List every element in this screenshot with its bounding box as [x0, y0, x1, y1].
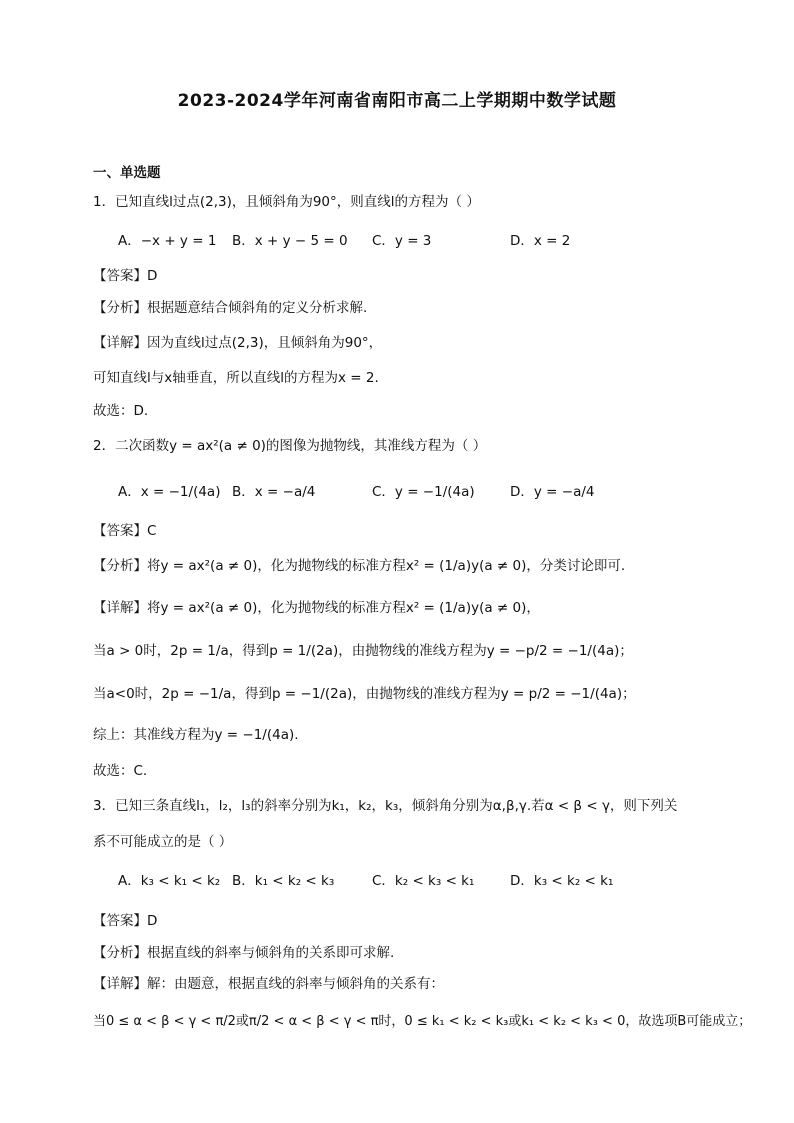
q3-option-d: D．k₃ < k₂ < k₁ — [510, 873, 614, 889]
q1-option-d: D．x = 2 — [510, 233, 571, 249]
q1-detail-2: 可知直线l与x轴垂直，所以直线l的方程为x = 2. — [93, 370, 379, 386]
q3-option-a: A．k₃ < k₁ < k₂ — [118, 873, 221, 889]
q1-option-b: B．x + y − 5 = 0 — [232, 233, 348, 249]
q2-detail-3: 当a<0时，2p = −1/a，得到p = −1/(2a)，由抛物线的准线方程为y = p/2 = −1/(4a)； — [93, 686, 636, 702]
q2-stem: 2．二次函数y = ax²(a ≠ 0)的图像为抛物线，其准线方程为（ ） — [93, 438, 487, 454]
q3-option-c: C．k₂ < k₃ < k₁ — [372, 873, 475, 889]
q3-detail-2: 当0 ≤ α < β < γ < π/2或π/2 < α < β < γ < π时，0 ≤ k₁ < k₂ < k₃或k₁ < k₂ < k₃ < 0，故选项B可能成立； — [93, 1014, 752, 1029]
q2-option-b: B．x = −a/4 — [232, 484, 316, 500]
q1-option-a: A．−x + y = 1 — [118, 233, 217, 249]
q2-answer: 【答案】C — [93, 523, 157, 539]
q1-analysis: 【分析】根据题意结合倾斜角的定义分析求解. — [93, 300, 368, 316]
q2-option-c: C．y = −1/(4a) — [372, 484, 475, 500]
q2-detail-1: 【详解】将y = ax²(a ≠ 0)，化为抛物线的标准方程x² = (1/a)y(a ≠ 0)， — [93, 600, 540, 616]
q1-answer: 【答案】D — [93, 268, 158, 284]
q3-detail-1: 【详解】解：由题意，根据直线的斜率与倾斜角的关系有： — [93, 976, 444, 992]
q2-choice: 故选：C. — [93, 763, 148, 779]
q2-option-d: D．y = −a/4 — [510, 484, 595, 500]
q1-stem: 1．已知直线l过点(2,3)，且倾斜角为90°，则直线l的方程为（ ） — [93, 194, 480, 210]
q3-analysis: 【分析】根据直线的斜率与倾斜角的关系即可求解. — [93, 945, 395, 961]
q2-analysis: 【分析】将y = ax²(a ≠ 0)，化为抛物线的标准方程x² = (1/a)y(a ≠ 0)，分类讨论即可. — [93, 558, 626, 574]
q3-stem-line-1: 3．已知三条直线l₁，l₂，l₃的斜率分别为k₁，k₂，k₃，倾斜角分别为α,β,γ.若α < β < γ，则下列关 — [93, 798, 678, 814]
page-title: 2023-2024学年河南省南阳市高二上学期期中数学试题 — [177, 91, 617, 111]
q2-detail-4: 综上：其准线方程为y = −1/(4a). — [93, 727, 299, 743]
q1-choice: 故选：D. — [93, 403, 149, 419]
q2-detail-2: 当a > 0时，2p = 1/a，得到p = 1/(2a)，由抛物线的准线方程为y = −p/2 = −1/(4a)； — [93, 643, 633, 659]
q3-answer: 【答案】D — [93, 913, 158, 929]
q1-option-c: C．y = 3 — [372, 233, 432, 249]
section-heading: 一、单选题 — [93, 165, 161, 181]
q3-stem-line-2: 系不可能成立的是（ ） — [93, 834, 233, 850]
q2-option-a: A．x = −1/(4a) — [118, 484, 221, 500]
q3-option-b: B．k₁ < k₂ < k₃ — [232, 873, 335, 889]
q1-detail-1: 【详解】因为直线l过点(2,3)，且倾斜角为90°， — [93, 335, 383, 351]
